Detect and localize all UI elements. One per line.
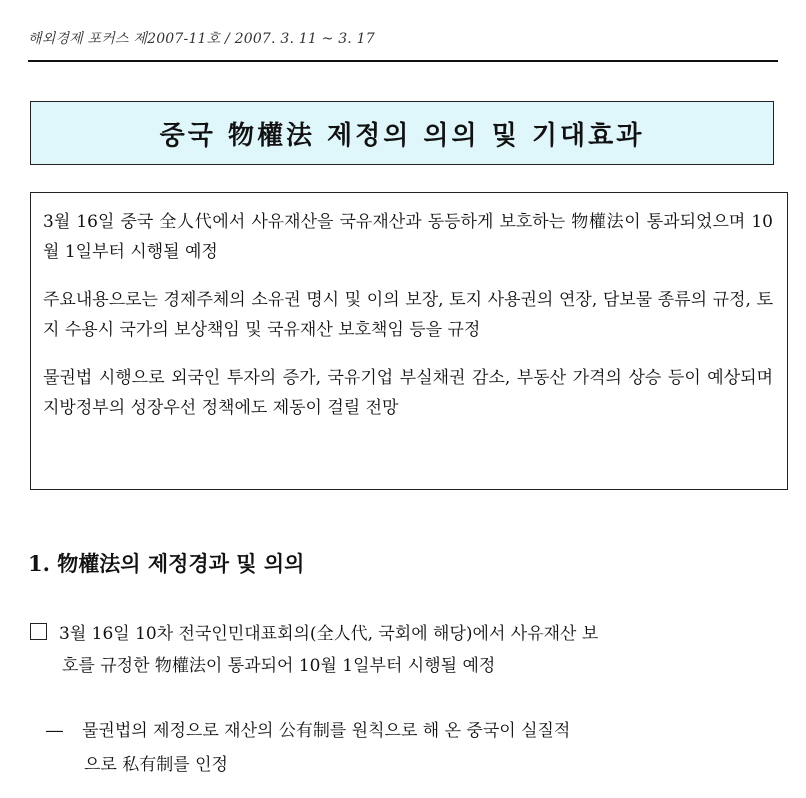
- section-heading: [28, 548, 304, 578]
- summary-paragraph: 3월 16일 중국 全人代에서 사유재산을 국유재산과 동등하게 보호하는 物權法이 통과되었으며 10월 1일부터 시행될 예정: [43, 212, 773, 262]
- header-divider: [28, 60, 778, 62]
- document-header: 해외경제 포커스 제2007-11호 / 2007. 3. 11 ~ 3. 17: [28, 31, 375, 47]
- dash-bullet: ―: [46, 721, 63, 741]
- summary-paragraph: 물권법 시행으로 외국인 투자의 증가, 국유기업 부실채권 감소, 부동산 가격의 상승 등이 예상되며 지방정부의 성장우선 정책에도 제동이 걸릴 전망: [43, 368, 773, 418]
- summary-paragraph: 주요내용으로는 경제주체의 소유권 명시 및 이의 보장, 토지 사용권의 연장, 담보물 종류의 규정, 토지 수용시 국가의 보상책임 및 국유재산 보호책임 등을 규정: [43, 290, 773, 340]
- document-title: 중국 物權法 제정의 의의 및 기대효과: [159, 120, 645, 151]
- sub-item: [46, 714, 790, 782]
- sub-line-2: 으로 私有制를 인정: [84, 755, 228, 775]
- section-number: 1.: [28, 551, 50, 576]
- section-title: 物權法의 제정경과 및 의의: [57, 551, 305, 576]
- checkbox-bullet-icon: [30, 623, 47, 640]
- title-box: [30, 101, 774, 165]
- summary-box: [30, 192, 788, 490]
- bullet-line-2: 호를 규정한 物權法이 통과되어 10월 1일부터 시행될 예정: [62, 656, 496, 676]
- sub-line-1: 물권법의 제정으로 재산의 公有制를 원칙으로 해 온 중국이 실질적: [82, 721, 571, 741]
- bullet-item: [30, 618, 790, 682]
- bullet-line-1: 3월 16일 10차 전국인민대표회의(全人代, 국회에 해당)에서 사유재산 보: [59, 624, 599, 644]
